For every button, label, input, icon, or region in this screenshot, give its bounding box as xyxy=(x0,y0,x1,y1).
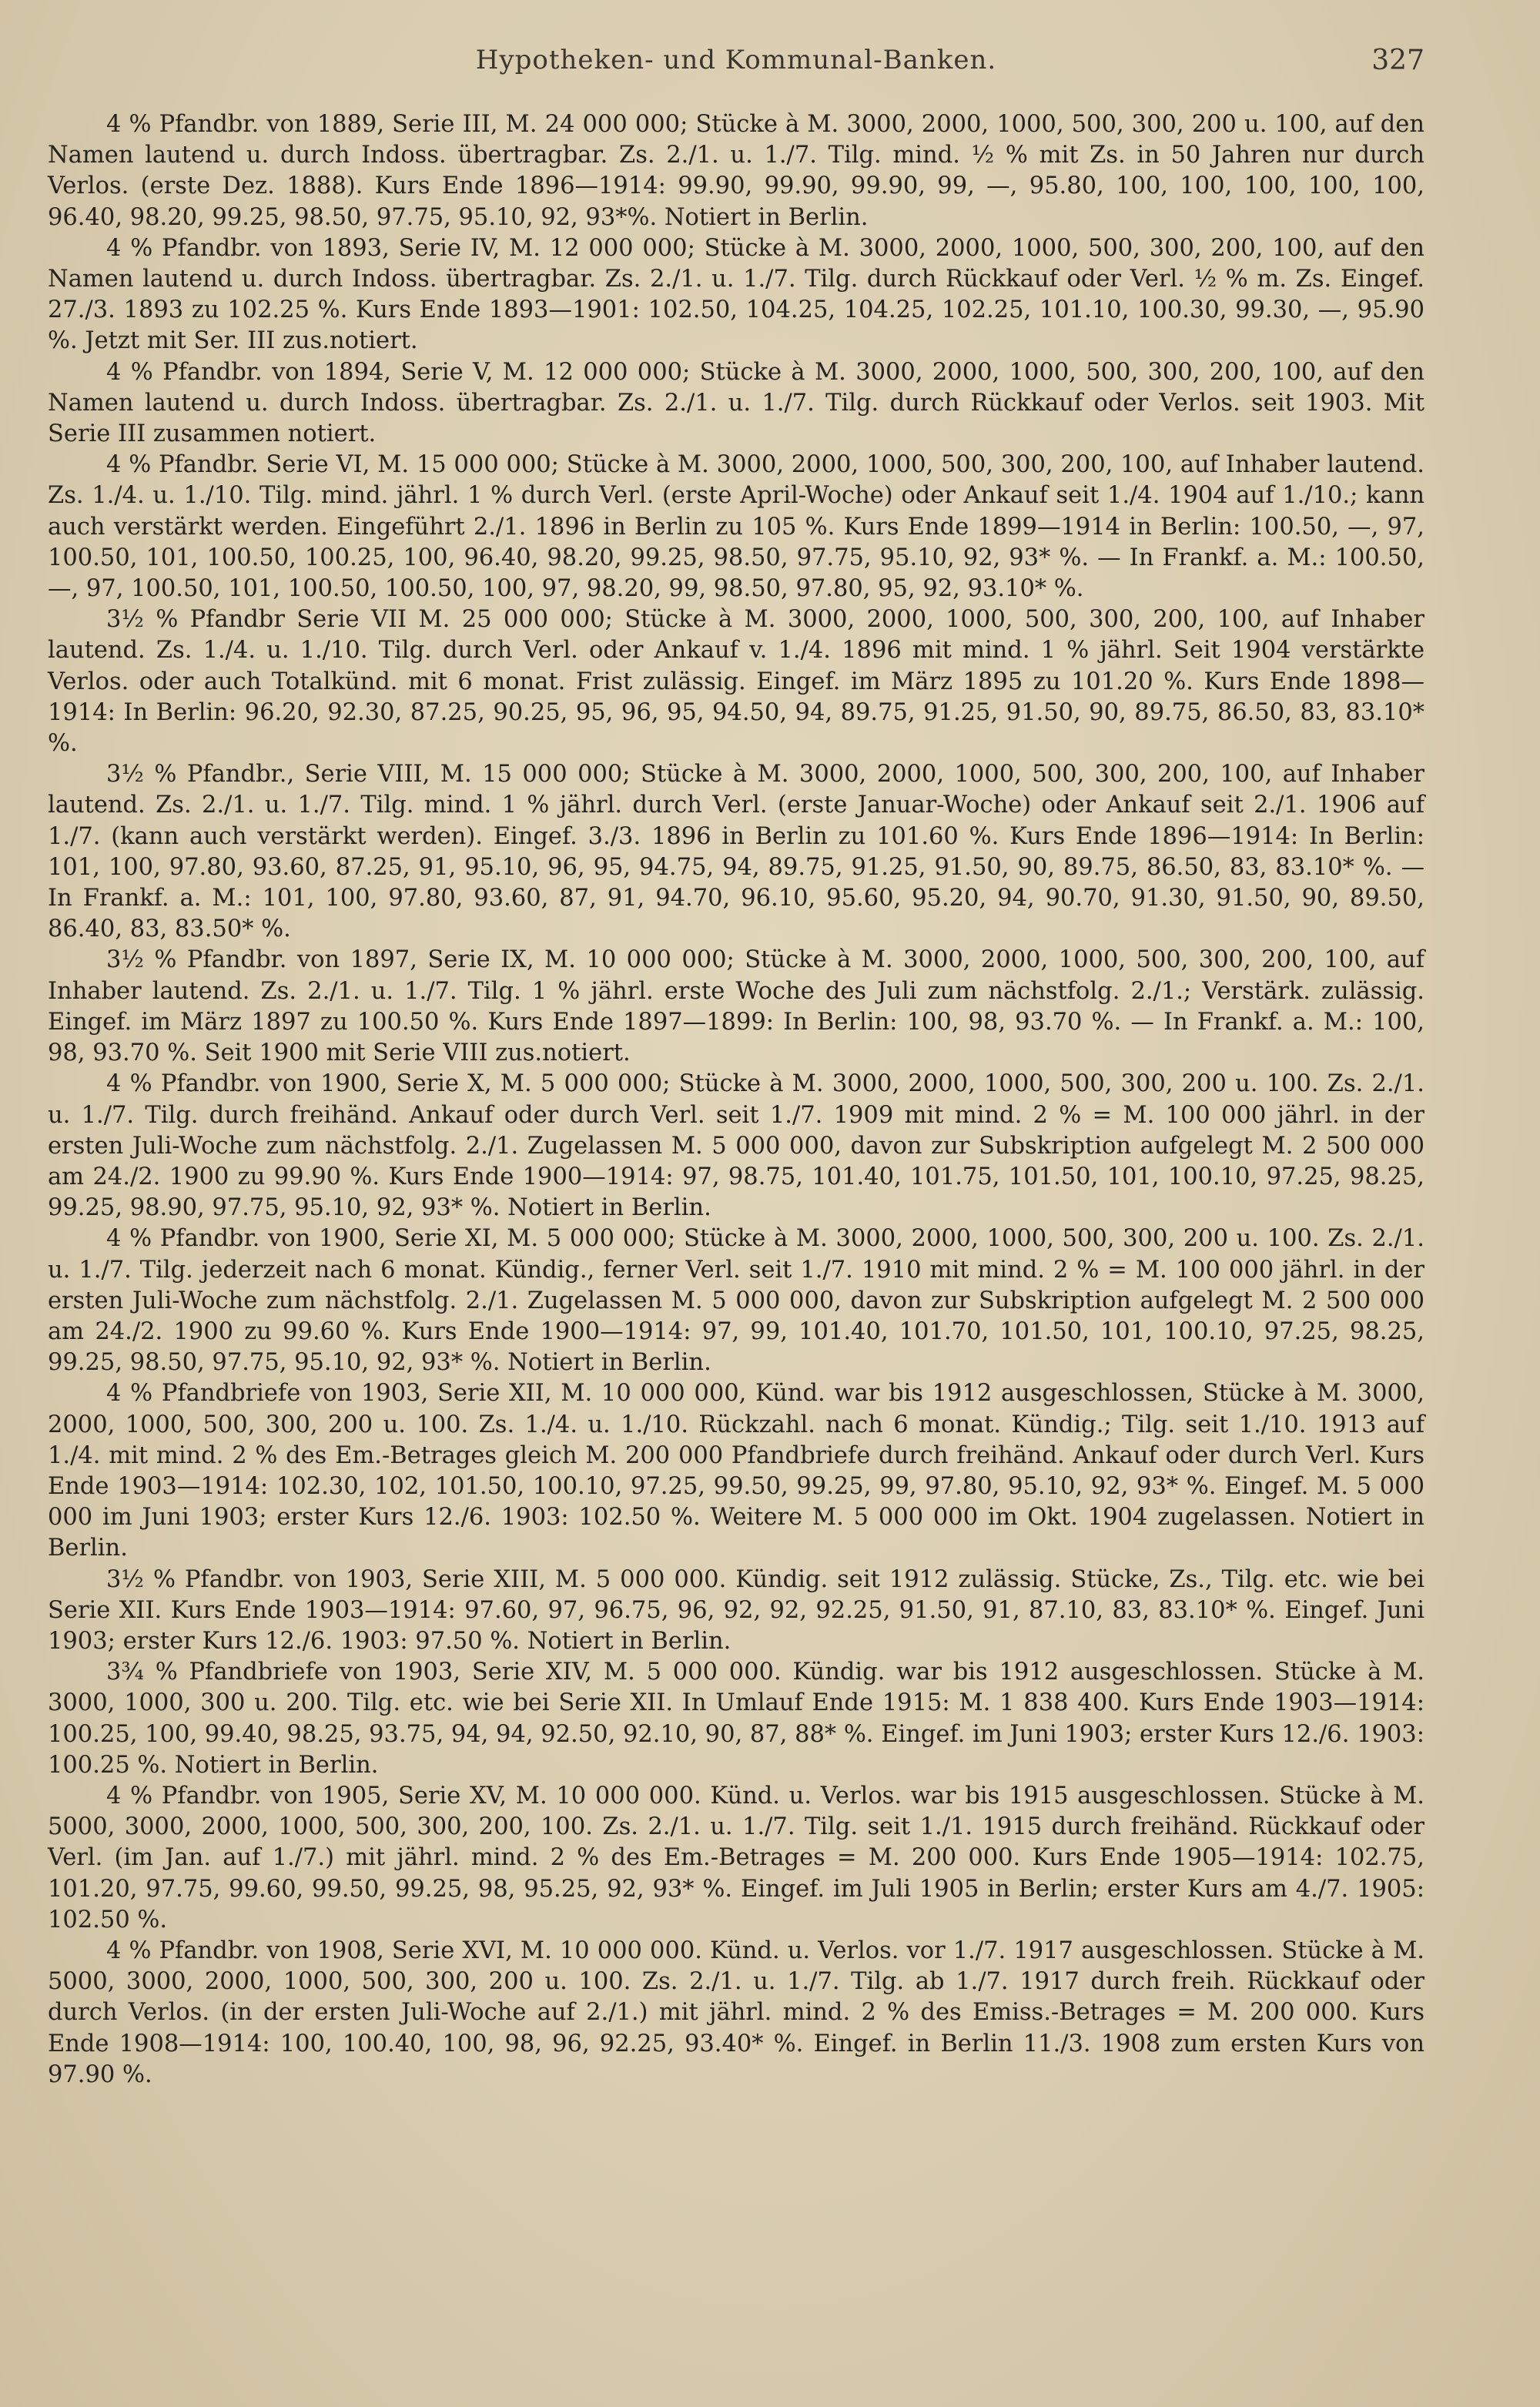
entry-serie-x: 4 % Pfandbr. von 1900, Serie X, M. 5 000 000; Stücke à M. 3000, 2000, 1000, 500, 300, 200 u. 100. Zs. 2./1. u. 1./7. Tilg. durch freihänd. Ankauf oder durch Verl. seit 1./7. 1909 mit mind. 2 % = M. 100 000 jährl. in der ersten Juli-Woche zum nächstfolg. 2./1. Zugelassen M. 5 000 000, davon zur Subskription aufgelegt M. 2 500 000 am 24./2. 1900 zu 99.90 %. Kurs Ende 1900—1914: 97, 98.75, 101.40, 101.75, 101.50, 101, 100.10, 97.25, 98.25, 99.25, 98.90, 97.75, 95.10, 92, 93* %. Notiert in Berlin. xyxy=(48,1070,1424,1222)
entry-serie-xi: 4 % Pfandbr. von 1900, Serie XI, M. 5 000 000; Stücke à M. 3000, 2000, 1000, 500, 300, 200 u. 100. Zs. 2./1. u. 1./7. Tilg. jederzeit nach 6 monat. Kündig., ferner Verl. seit 1./7. 1910 mit mind. 2 % = M. 100 000 jährl. in der ersten Juli-Woche zum nächstfolg. 2./1. Zugelassen M. 5 000 000, davon zur Subskription aufgelegt M. 2 500 000 am 24./2. 1900 zu 99.60 %. Kurs Ende 1900—1914: 97, 99, 101.40, 101.70, 101.50, 101, 100.10, 97.25, 98.25, 99.25, 98.50, 97.75, 95.10, 92, 93* %. Notiert in Berlin. xyxy=(48,1225,1424,1377)
entry-serie-vii: 3½ % Pfandbr Serie VII M. 25 000 000; Stücke à M. 3000, 2000, 1000, 500, 300, 200, 100, auf Inhaber lautend. Zs. 1./4. u. 1./10. Tilg. durch Verl. oder Ankauf v. 1./4. 1896 mit mind. 1 % jährl. Seit 1904 verstärkte Verlos. oder auch Totalkünd. mit 6 monat. Frist zulässig. Eingef. im März 1895 zu 101.20 %. Kurs Ende 1898—1914: In Berlin: 96.20, 92.30, 87.25, 90.25, 95, 96, 95, 94.50, 94, 89.75, 91.25, 91.50, 90, 89.75, 86.50, 83, 83.10* %. xyxy=(48,606,1424,758)
running-header xyxy=(48,45,1424,88)
entry-serie-xv: 4 % Pfandbr. von 1905, Serie XV, M. 10 000 000. Künd. u. Verlos. war bis 1915 ausgeschlossen. Stücke à M. 5000, 3000, 2000, 1000, 500, 300, 200, 100. Zs. 2./1. u. 1./7. Tilg. seit 1./1. 1915 durch freihänd. Rückkauf oder Verl. (im Jan. auf 1./7.) mit jährl. mind. 2 % des Em.-Betrages = M. 200 000. Kurs Ende 1905—1914: 102.75, 101.20, 97.75, 99.60, 99.50, 99.25, 98, 95.25, 92, 93* %. Eingef. im Juli 1905 in Berlin; erster Kurs am 4./7. 1905: 102.50 %. xyxy=(48,1782,1424,1933)
entry-serie-xvi: 4 % Pfandbr. von 1908, Serie XVI, M. 10 000 000. Künd. u. Verlos. vor 1./7. 1917 ausgeschlossen. Stücke à M. 5000, 3000, 2000, 1000, 500, 300, 200 u. 100. Zs. 2./1. u. 1./7. Tilg. ab 1./7. 1917 durch freih. Rückkauf oder durch Verlos. (in der ersten Juli-Woche auf 2./1.) mit jährl. mind. 2 % des Emiss.-Betrages = M. 200 000. Kurs Ende 1908—1914: 100, 100.40, 100, 98, 96, 92.25, 93.40* %. Eingef. in Berlin 11./3. 1908 zum ersten Kurs von 97.90 %. xyxy=(48,1937,1424,2088)
page-title: Hypotheken- und Kommunal-Banken. xyxy=(475,45,997,75)
entry-serie-viii: 3½ % Pfandbr., Serie VIII, M. 15 000 000; Stücke à M. 3000, 2000, 1000, 500, 300, 200, 100, auf Inhaber lautend. Zs. 2./1. u. 1./7. Tilg. mind. 1 % jährl. durch Verl. (erste Januar-Woche) oder Ankauf seit 2./1. 1906 auf 1./7. (kann auch verstärkt werden). Eingef. 3./3. 1896 in Berlin zu 101.60 %. Kurs Ende 1896—1914: In Berlin: 101, 100, 97.80, 93.60, 87.25, 91, 95.10, 96, 95, 94.75, 94, 89.75, 91.25, 91.50, 90, 89.75, 86.50, 83, 83.10* %. — In Frankf. a. M.: 101, 100, 97.80, 93.60, 87, 91, 94.70, 96.10, 95.60, 95.20, 94, 90.70, 91.30, 91.50, 90, 89.50, 86.40, 83, 83.50* %. xyxy=(48,761,1424,943)
entry-serie-xiv: 3¾ % Pfandbriefe von 1903, Serie XIV, M. 5 000 000. Kündig. war bis 1912 ausgeschlossen. Stücke à M. 3000, 1000, 300 u. 200. Tilg. etc. wie bei Serie XII. In Umlauf Ende 1915: M. 1 838 400. Kurs Ende 1903—1914: 100.25, 100, 99.40, 98.25, 93.75, 94, 94, 92.50, 92.10, 90, 87, 88* %. Eingef. im Juni 1903; erster Kurs 12./6. 1903: 100.25 %. Notiert in Berlin. xyxy=(48,1659,1424,1779)
entry-serie-v: 4 % Pfandbr. von 1894, Serie V, M. 12 000 000; Stücke à M. 3000, 2000, 1000, 500, 300, 200, 100, auf den Namen lautend u. durch Indoss. übertragbar. Zs. 2./1. u. 1./7. Tilg. durch Rückkauf oder Verlos. seit 1903. Mit Serie III zusammen notiert. xyxy=(48,358,1424,448)
entry-serie-xiii: 3½ % Pfandbr. von 1903, Serie XIII, M. 5 000 000. Kündig. seit 1912 zulässig. Stücke, Zs., Tilg. etc. wie bei Serie XII. Kurs Ende 1903—1914: 97.60, 97, 96.75, 96, 92, 92, 92.25, 91.50, 91, 87.10, 83, 83.10* %. Eingef. Juni 1903; erster Kurs 12./6. 1903: 97.50 %. Notiert in Berlin. xyxy=(48,1565,1424,1655)
page-body xyxy=(48,109,1424,2091)
entry-serie-iii: 4 % Pfandbr. von 1889, Serie III, M. 24 000 000; Stücke à M. 3000, 2000, 1000, 500, 300, 200 u. 100, auf den Namen lautend u. durch Indoss. übertragbar. Zs. 2./1. u. 1./7. Tilg. mind. ½ % mit Zs. in 50 Jahren nur durch Verlos. (erste Dez. 1888). Kurs Ende 1896—1914: 99.90, 99.90, 99.90, 99, —, 95.80, 100, 100, 100, 100, 100, 96.40, 98.20, 99.25, 98.50, 97.75, 95.10, 92, 93*%. Notiert in Berlin. xyxy=(48,111,1424,231)
entry-serie-vi: 4 % Pfandbr. Serie VI, M. 15 000 000; Stücke à M. 3000, 2000, 1000, 500, 300, 200, 100, auf Inhaber lautend. Zs. 1./4. u. 1./10. Tilg. mind. jährl. 1 % durch Verl. (erste April-Woche) oder Ankauf seit 1./4. 1904 auf 1./10.; kann auch verstärkt werden. Eingeführt 2./1. 1896 in Berlin zu 105 %. Kurs Ende 1899—1914 in Berlin: 100.50, —, 97, 100.50, 101, 100.50, 100.25, 100, 96.40, 98.20, 99.25, 98.50, 97.75, 95.10, 92, 93* %. — In Frankf. a. M.: 100.50, —, 97, 100.50, 101, 100.50, 100.50, 100, 97, 98.20, 99, 98.50, 97.80, 95, 92, 93.10* %. xyxy=(48,451,1424,603)
entry-serie-ix: 3½ % Pfandbr. von 1897, Serie IX, M. 10 000 000; Stücke à M. 3000, 2000, 1000, 500, 300, 200, 100, auf Inhaber lautend. Zs. 2./1. u. 1./7. Tilg. 1 % jährl. erste Woche des Juli zum nächstfolg. 2./1.; Verstärk. zulässig. Eingef. im März 1897 zu 100.50 %. Kurs Ende 1897—1899: In Berlin: 100, 98, 93.70 %. — In Frankf. a. M.: 100, 98, 93.70 %. Seit 1900 mit Serie VIII zus.notiert. xyxy=(48,946,1424,1067)
entry-serie-iv: 4 % Pfandbr. von 1893, Serie IV, M. 12 000 000; Stücke à M. 3000, 2000, 1000, 500, 300, 200, 100, auf den Namen lautend u. durch Indoss. übertragbar. Zs. 2./1. u. 1./7. Tilg. durch Rückkauf oder Verl. ½ % m. Zs. Eingef. 27./3. 1893 zu 102.25 %. Kurs Ende 1893—1901: 102.50, 104.25, 104.25, 102.25, 101.10, 100.30, 99.30, —, 95.90 %. Jetzt mit Ser. III zus.notiert. xyxy=(48,234,1424,355)
page-number: 327 xyxy=(1371,45,1424,76)
entry-serie-xii: 4 % Pfandbriefe von 1903, Serie XII, M. 10 000 000, Künd. war bis 1912 ausgeschlossen, Stücke à M. 3000, 2000, 1000, 500, 300, 200 u. 100. Zs. 1./4. u. 1./10. Rückzahl. nach 6 monat. Kündig.; Tilg. seit 1./10. 1913 auf 1./4. mit mind. 2 % des Em.-Betrages gleich M. 200 000 Pfandbriefe durch freihänd. Ankauf oder durch Verl. Kurs Ende 1903—1914: 102.30, 102, 101.50, 100.10, 97.25, 99.50, 99.25, 99, 97.80, 95.10, 92, 93* %. Eingef. M. 5 000 000 im Juni 1903; erster Kurs 12./6. 1903: 102.50 %. Weitere M. 5 000 000 im Okt. 1904 zugelassen. Notiert in Berlin. xyxy=(48,1380,1424,1562)
